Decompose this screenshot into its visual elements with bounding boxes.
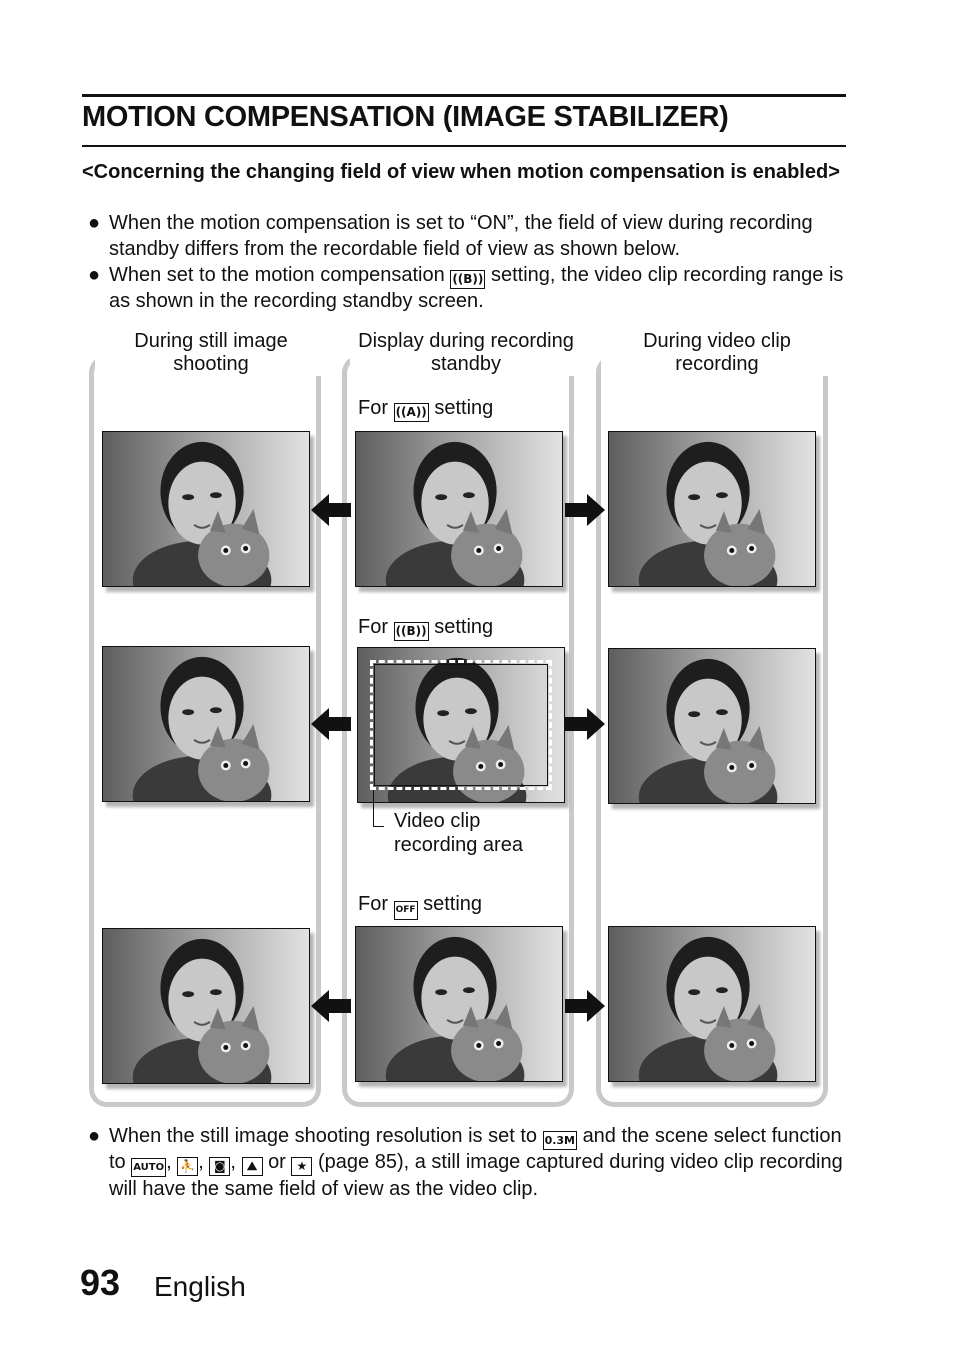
arrow-right-icon	[565, 708, 605, 740]
for-word: For	[358, 397, 388, 419]
video-clip-recording-area-frame	[370, 660, 552, 790]
photo-still-a	[102, 431, 310, 587]
column-heading-center: Display during recording standby	[350, 330, 582, 376]
bullet-dot: ●	[88, 264, 101, 286]
row-label-a	[358, 396, 493, 422]
photo-video-a	[608, 431, 816, 587]
bullet-2-text	[109, 263, 848, 315]
scene-night-icon: ★	[291, 1157, 312, 1176]
scene-portrait-icon: ◙	[209, 1157, 230, 1176]
photo-still-off	[102, 928, 310, 1084]
bullet-3	[88, 1124, 848, 1203]
stabilizer-b-icon: ((B))	[394, 622, 429, 641]
stabilizer-off-icon: OFF	[394, 901, 418, 920]
photo-standby-a	[355, 431, 563, 587]
row-label-off	[358, 892, 482, 920]
arrow-left-icon	[311, 708, 351, 740]
bullet-2-after: setting, the video clip recording range is as shown in the recording standby screen.	[109, 264, 844, 312]
page-number: 93	[80, 1262, 121, 1303]
arrow-right-icon	[565, 494, 605, 526]
stabilizer-b-icon: ((B))	[450, 270, 485, 289]
title-underline	[82, 145, 846, 147]
resolution-0-3m-icon: 0.3M	[543, 1131, 577, 1150]
photo-video-off	[608, 926, 816, 1082]
bullet-2-before: When set to the motion compensation	[109, 264, 445, 286]
photo-video-b	[608, 648, 816, 804]
bullet-3-text	[109, 1124, 848, 1203]
row-label-b	[358, 615, 493, 641]
for-word: For	[358, 616, 388, 638]
comma: ,	[230, 1151, 236, 1173]
scene-landscape-icon: ⛰	[242, 1157, 263, 1176]
photo-standby-off	[355, 926, 563, 1082]
column-heading-left: During still image shooting	[95, 330, 327, 376]
arrow-left-icon	[311, 990, 351, 1022]
photo-still-b	[102, 646, 310, 802]
callout-line-2: recording area	[394, 834, 523, 856]
bullet-3-part1: When the still image shooting resolution is set to	[109, 1125, 537, 1147]
comma: ,	[198, 1151, 204, 1173]
scene-sports-icon: ⛹	[177, 1157, 198, 1176]
comma: ,	[166, 1151, 172, 1173]
bullet-3-part2: and the scene select function to	[109, 1125, 842, 1173]
bullet-2	[88, 263, 848, 315]
or-word: or	[268, 1151, 286, 1173]
setting-word: setting	[423, 893, 483, 915]
top-rule	[82, 94, 846, 97]
callout-label	[394, 809, 523, 857]
arrow-left-icon	[311, 494, 351, 526]
stabilizer-a-icon: ((A))	[394, 403, 429, 422]
setting-word: setting	[434, 616, 494, 638]
column-heading-right: During video clip recording	[601, 330, 833, 376]
bullet-1-text: When the motion compensation is set to “ON”, the field of view during recording standby differs from the recordable field of view as shown below.	[109, 212, 813, 260]
bullet-dot: ●	[88, 212, 101, 234]
page-language: English	[154, 1271, 246, 1302]
callout-line-1: Video clip	[394, 810, 481, 832]
for-word: For	[358, 893, 388, 915]
setting-word: setting	[434, 397, 494, 419]
bullet-dot: ●	[88, 1125, 101, 1147]
scene-auto-icon: AUTO	[131, 1158, 166, 1177]
bullet-1	[88, 211, 848, 262]
callout-line	[373, 790, 384, 827]
page-title: MOTION COMPENSATION (IMAGE STABILIZER)	[82, 101, 729, 133]
bullet-3-part3: (page 85), a still image captured during video clip recording will have the same field of view as the video clip.	[109, 1151, 843, 1200]
section-subhead: <Concerning the changing field of view when motion compensation is enabled>	[82, 161, 840, 183]
arrow-right-icon	[565, 990, 605, 1022]
